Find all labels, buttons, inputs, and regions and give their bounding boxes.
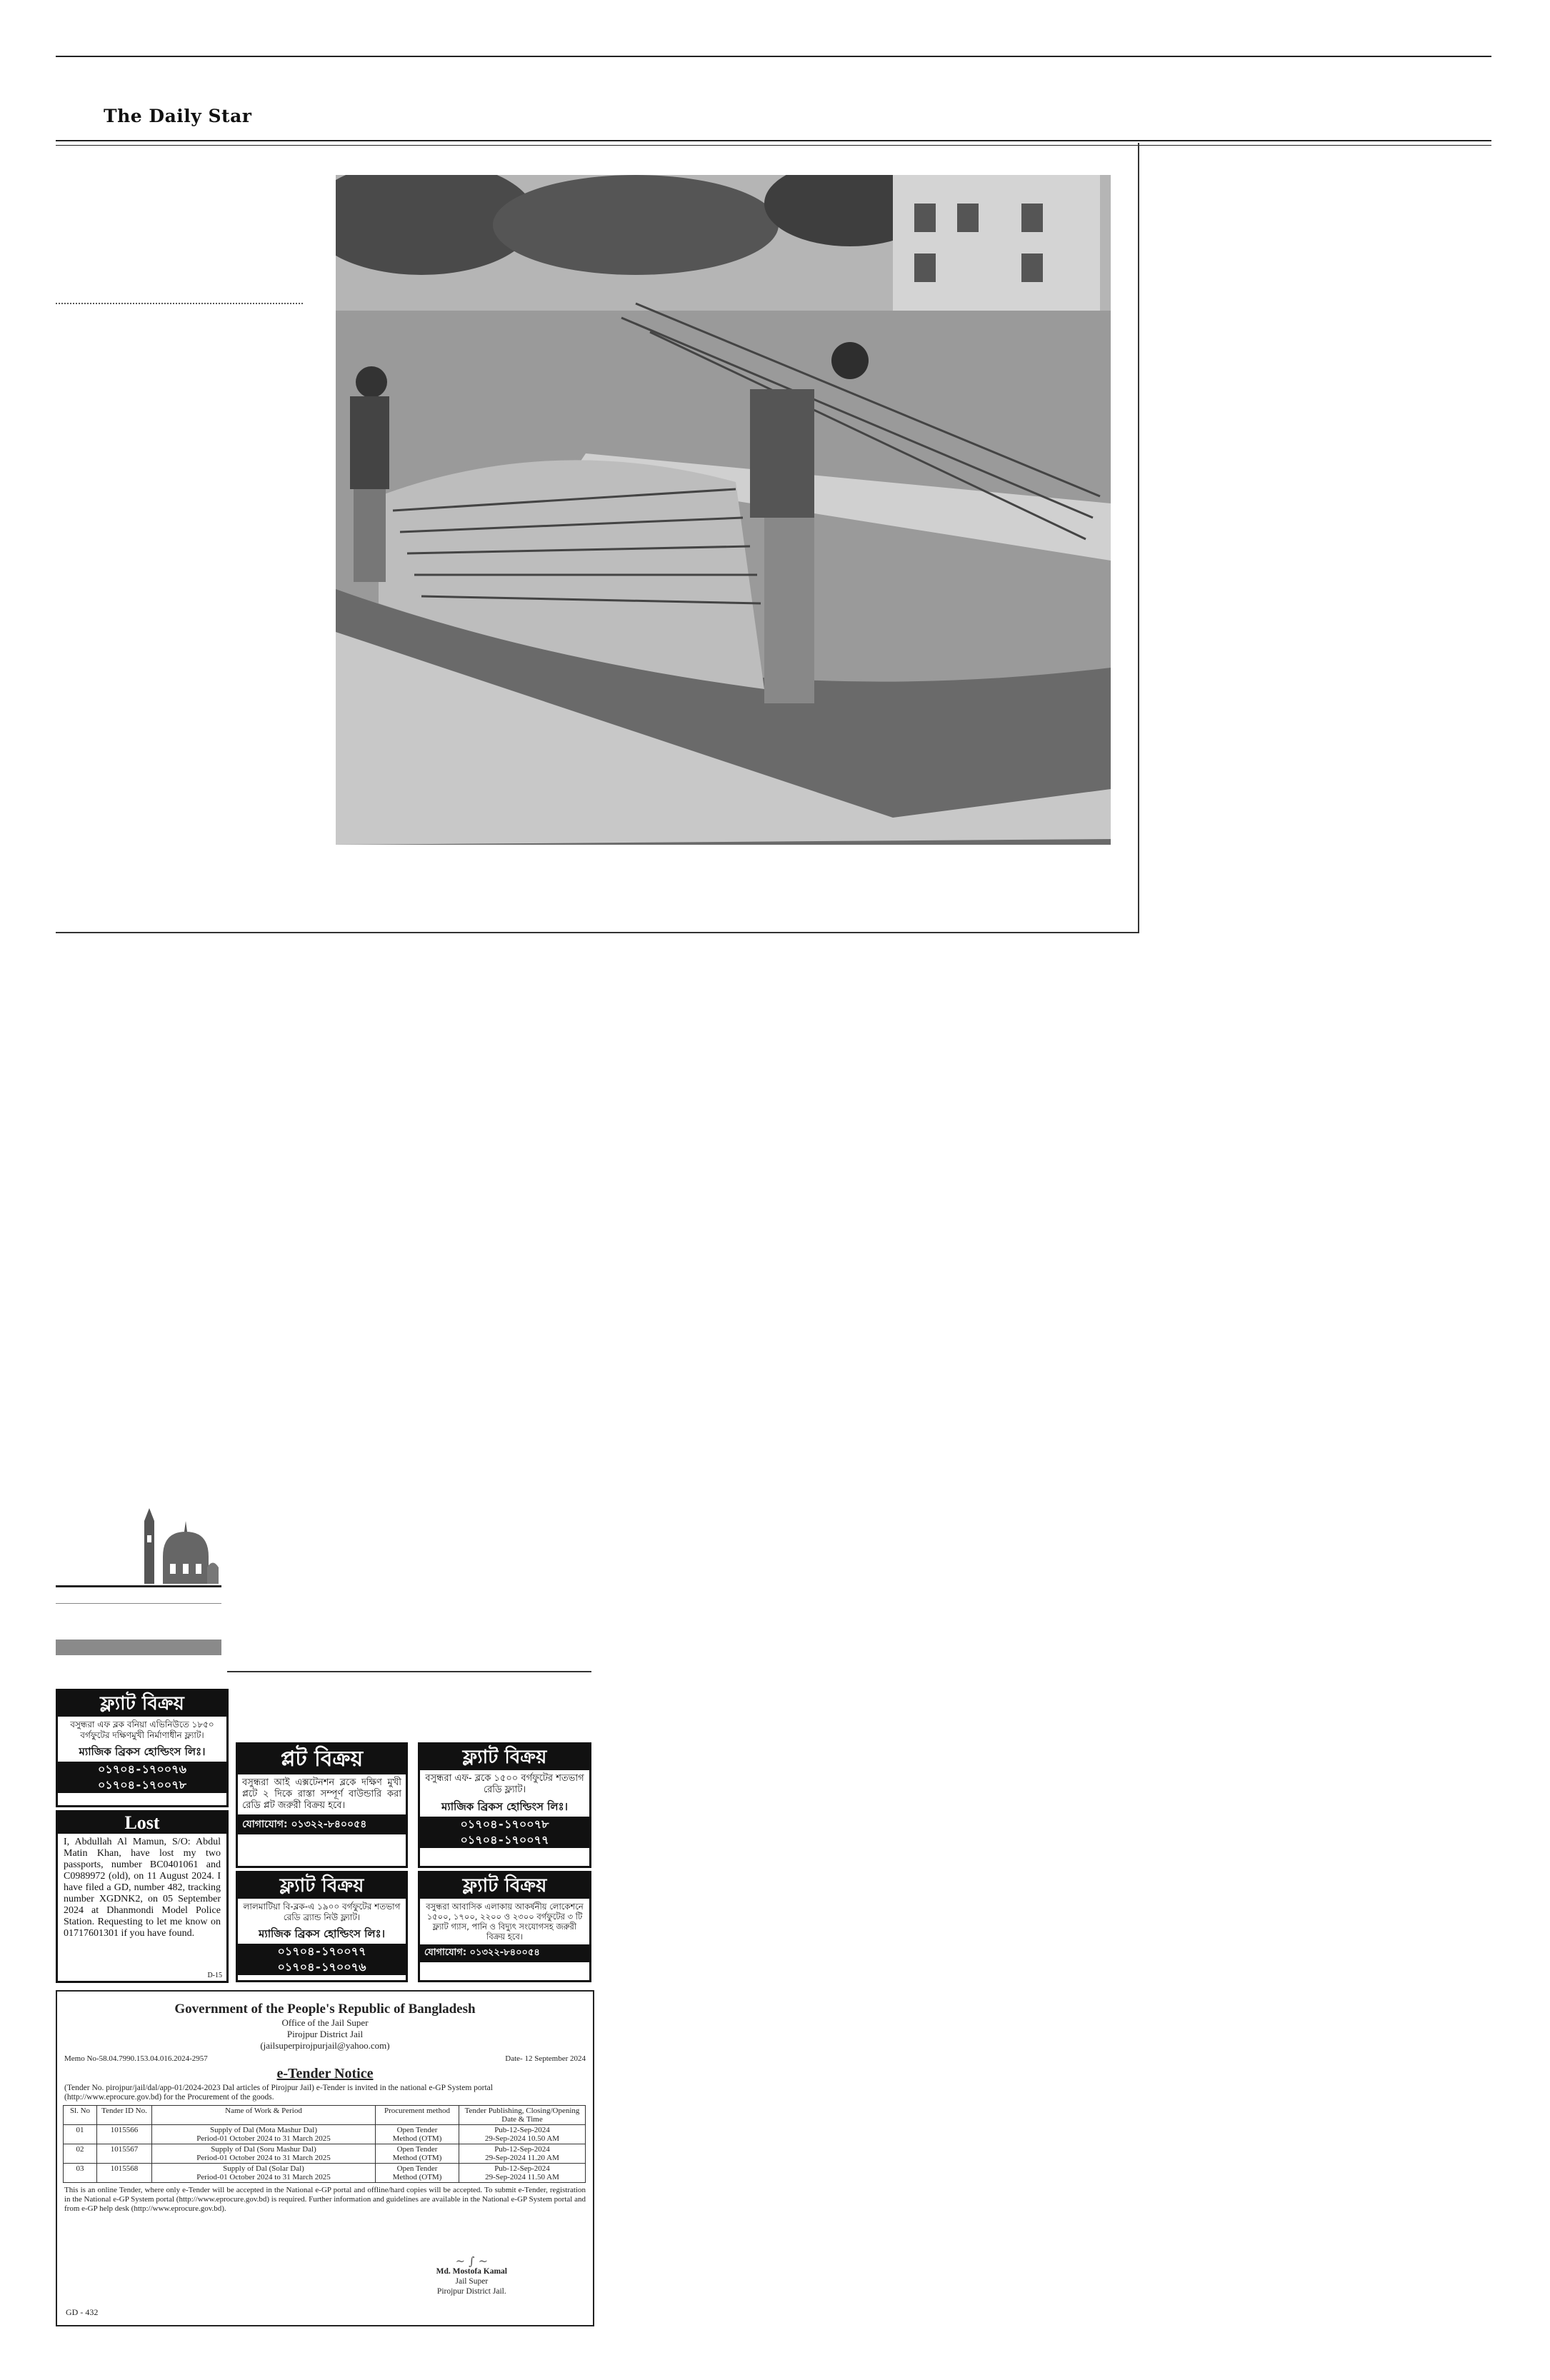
tender-intro: (Tender No. pirojpur/jail/dal/app-01/2024-2023 Dal articles of Pirojpur Jail) e-Tender is invited in the national e-GP System portal (http://www.eprocure.gov.bd) for the Procurement of the goods. bbox=[64, 2084, 493, 2102]
method-line2: Method (OTM) bbox=[392, 2173, 442, 2181]
section-rule-a bbox=[56, 1585, 221, 1587]
cell-work bbox=[152, 2144, 376, 2164]
table-row bbox=[64, 2144, 586, 2164]
tender-heading: e-Tender Notice bbox=[276, 2066, 374, 2082]
tender-district: Pirojpur District Jail bbox=[286, 2029, 364, 2039]
classified-border bbox=[227, 1671, 591, 1672]
section-rule-b bbox=[56, 1603, 221, 1604]
cell-work bbox=[152, 2125, 376, 2144]
tender-date: Date- 12 September 2024 bbox=[505, 2054, 586, 2063]
work-name: Supply of Dal (Mota Mashur Dal) bbox=[209, 2126, 317, 2134]
cell-dates bbox=[459, 2144, 586, 2164]
tender-col-header: Name of Work & Period bbox=[152, 2106, 376, 2125]
ad-title: ফ্ল্যাট বিক্রয় bbox=[420, 1873, 589, 1899]
cell-id: 1015567 bbox=[97, 2144, 152, 2164]
cell-work bbox=[152, 2164, 376, 2183]
work-period: Period-01 October 2024 to 31 March 2025 bbox=[196, 2134, 331, 2143]
method-line2: Method (OTM) bbox=[392, 2154, 442, 2162]
cell-sl: 03 bbox=[64, 2164, 97, 2183]
lost-text: I, Abdullah Al Mamun, S/O: Abdul Matin Khan, have lost my two passports, number BC0401061 and C0989972 (old), on 11 August 2024. I have filed a GD, number 482, tracking number XGDNK2, on 05 September 2024 at Dhanmondi Model Police Station. Requesting to let me know on 01717601301 if you have found. bbox=[64, 1837, 221, 1939]
top-rule bbox=[56, 56, 1491, 57]
work-name: Supply of Dal (Soru Mashur Dal) bbox=[211, 2145, 316, 2154]
tender-footer: This is an online Tender, where only e-Tender will be accepted in the National e-GP portal and offline/hard copies will be accepted. To submit e-Tender, registration in the National e-GP System portal (http://www.eprocure.gov.bd) is required. Further information and guidelines are available in the National e-GP System portal and from e-GP help desk (http://www.eprocure.gov.bd). bbox=[64, 2186, 586, 2213]
tender-email: (jailsuperpirojpurjail@yahoo.com) bbox=[260, 2040, 390, 2051]
section-grey-bar bbox=[56, 1640, 221, 1655]
signer-office: Pirojpur District Jail. bbox=[436, 2287, 506, 2296]
ad-contact: যোগাযোগ: ০১৩২২-৮৪০০৫৪ bbox=[420, 1944, 589, 1962]
method-line1: Open Tender bbox=[396, 2126, 438, 2134]
table-row bbox=[64, 2164, 586, 2183]
plot-sale-ad bbox=[236, 1742, 408, 1868]
method-line1: Open Tender bbox=[396, 2145, 438, 2154]
news-photo bbox=[336, 175, 1111, 845]
cell-id: 1015566 bbox=[97, 2125, 152, 2144]
cell-dates bbox=[459, 2125, 586, 2144]
e-tender-notice bbox=[56, 1990, 594, 2326]
ad-company: ম্যাজিক ব্রিকস হোল্ডিংস লিঃ। bbox=[79, 1745, 206, 1758]
ad-phone: ০১৭০৪-১৭০০৭৭ bbox=[420, 1832, 589, 1848]
signature-icon: ~ ∫ ~ bbox=[455, 2254, 488, 2268]
masthead-rule-1 bbox=[56, 140, 1491, 141]
close-date: 29-Sep-2024 11.50 AM bbox=[485, 2173, 559, 2181]
flat-sale-ad-2 bbox=[418, 1742, 591, 1868]
ad-title: ফ্ল্যাট বিক্রয় bbox=[238, 1873, 406, 1899]
ad-title: ফ্ল্যাট বিক্রয় bbox=[58, 1691, 226, 1717]
pub-date: Pub-12-Sep-2024 bbox=[494, 2164, 550, 2173]
pub-date: Pub-12-Sep-2024 bbox=[494, 2145, 550, 2154]
tender-col-header: Tender Publishing, Closing/Opening Date & Time bbox=[459, 2106, 586, 2125]
tender-col-header: Procurement method bbox=[376, 2106, 459, 2125]
tender-office: Office of the Jail Super bbox=[281, 2017, 369, 2028]
ad-phone: ০১৭০৪-১৭০০৭৮ bbox=[58, 1777, 226, 1793]
close-date: 29-Sep-2024 10.50 AM bbox=[484, 2134, 560, 2143]
flat-sale-ad-4 bbox=[418, 1871, 591, 1982]
ad-body: বসুন্ধরা আই এক্সটেনশন ব্লকে দক্ষিণ মুখী প্লটে ২ দিকে রাস্তা সম্পূর্ণ বাউন্ডারি করা রেডি প্লট জরুরী বিক্রয় হবে। bbox=[242, 1777, 401, 1811]
signer-title: Jail Super bbox=[455, 2277, 489, 2286]
photo-workers-carrying-sugarcane-boats-icon bbox=[336, 175, 1111, 845]
lost-notice bbox=[56, 1810, 229, 1983]
lost-code: D-15 bbox=[207, 1972, 222, 1979]
tender-table bbox=[63, 2105, 586, 2183]
ad-phone: ০১৭০৪-১৭০০৭৭ bbox=[238, 1944, 406, 1959]
ad-company: ম্যাজিক ব্রিকস হোল্ডিংস লিঃ। bbox=[259, 1927, 385, 1940]
work-period: Period-01 October 2024 to 31 March 2025 bbox=[196, 2173, 331, 2181]
close-date: 29-Sep-2024 11.20 AM bbox=[485, 2154, 559, 2162]
pub-date: Pub-12-Sep-2024 bbox=[494, 2126, 550, 2134]
signature-block bbox=[436, 2256, 507, 2296]
ad-contact: যোগাযোগ: ০১৩২২-৮৪০০৫৪ bbox=[238, 1814, 406, 1834]
signer-name: Md. Mostofa Kamal bbox=[436, 2267, 507, 2276]
cell-method bbox=[376, 2164, 459, 2183]
ad-body: লালমাটিয়া বি-ব্লক-এ ১৯০০ বর্গফুটের শতভাগ রেডি ব্র্যান্ড নিউ ফ্ল্যাট। bbox=[243, 1902, 401, 1922]
ad-title: ফ্ল্যাট বিক্রয় bbox=[420, 1744, 589, 1770]
tender-memo: Memo No-58.04.7990.153.04.016.2024-2957 bbox=[64, 2054, 208, 2063]
masthead-logo: The Daily Star bbox=[104, 106, 252, 126]
tender-code: GD - 432 bbox=[66, 2307, 99, 2317]
ad-phone: ০১৭০৪-১৭০০৭৮ bbox=[420, 1817, 589, 1832]
tender-gov: Government of the People's Republic of Bangladesh bbox=[174, 2002, 476, 2017]
method-line2: Method (OTM) bbox=[392, 2134, 442, 2143]
tender-col-header: Sl. No bbox=[64, 2106, 97, 2125]
ad-phone: ০১৭০৪-১৭০০৭৬ bbox=[238, 1959, 406, 1975]
cell-method bbox=[376, 2144, 459, 2164]
cell-method bbox=[376, 2125, 459, 2144]
ad-body: বসুন্ধরা এফ- ব্লকে ১৫০০ বর্গফুটের শতভাগ রেডি ফ্ল্যাট। bbox=[425, 1773, 584, 1795]
table-row bbox=[64, 2125, 586, 2144]
work-name: Supply of Dal (Solar Dal) bbox=[223, 2164, 304, 2173]
ad-phone: ০১৭০৪-১৭০০৭৬ bbox=[58, 1762, 226, 1777]
mosque-icon bbox=[141, 1507, 220, 1585]
ad-body: বসুন্ধরা এফ ব্লক বনিয়া এভিনিউতে ১৮৫০ বর্গফুটের দক্ষিণমুখী নির্মাণাধীন ফ্ল্যাট। bbox=[70, 1719, 214, 1740]
flat-sale-ad-1 bbox=[56, 1689, 229, 1807]
method-line1: Open Tender bbox=[396, 2164, 438, 2173]
work-period: Period-01 October 2024 to 31 March 2025 bbox=[196, 2154, 331, 2162]
cell-sl: 01 bbox=[64, 2125, 97, 2144]
ad-company: ম্যাজিক ব্রিকস হোল্ডিংস লিঃ। bbox=[441, 1800, 568, 1813]
ad-title: প্লট বিক্রয় bbox=[238, 1744, 406, 1774]
flat-sale-ad-3 bbox=[236, 1871, 408, 1982]
cell-dates bbox=[459, 2164, 586, 2183]
cell-id: 1015568 bbox=[97, 2164, 152, 2183]
tender-col-header: Tender ID No. bbox=[97, 2106, 152, 2125]
ad-body: বসুন্ধরা আবাসিক এলাকায় আকর্ষনীয় লোকেশনে ১৫০০, ১৭০০, ২২০০ ও ২৩০০ বর্গফুটের ৩ টি ফ্ল্যাট গ্যাস, পানি ও বিদ্যুৎ সংযোগসহ জরুরী বিক্রয় হবে। bbox=[426, 1902, 584, 1942]
lost-title: Lost bbox=[58, 1812, 226, 1834]
cell-sl: 02 bbox=[64, 2144, 97, 2164]
